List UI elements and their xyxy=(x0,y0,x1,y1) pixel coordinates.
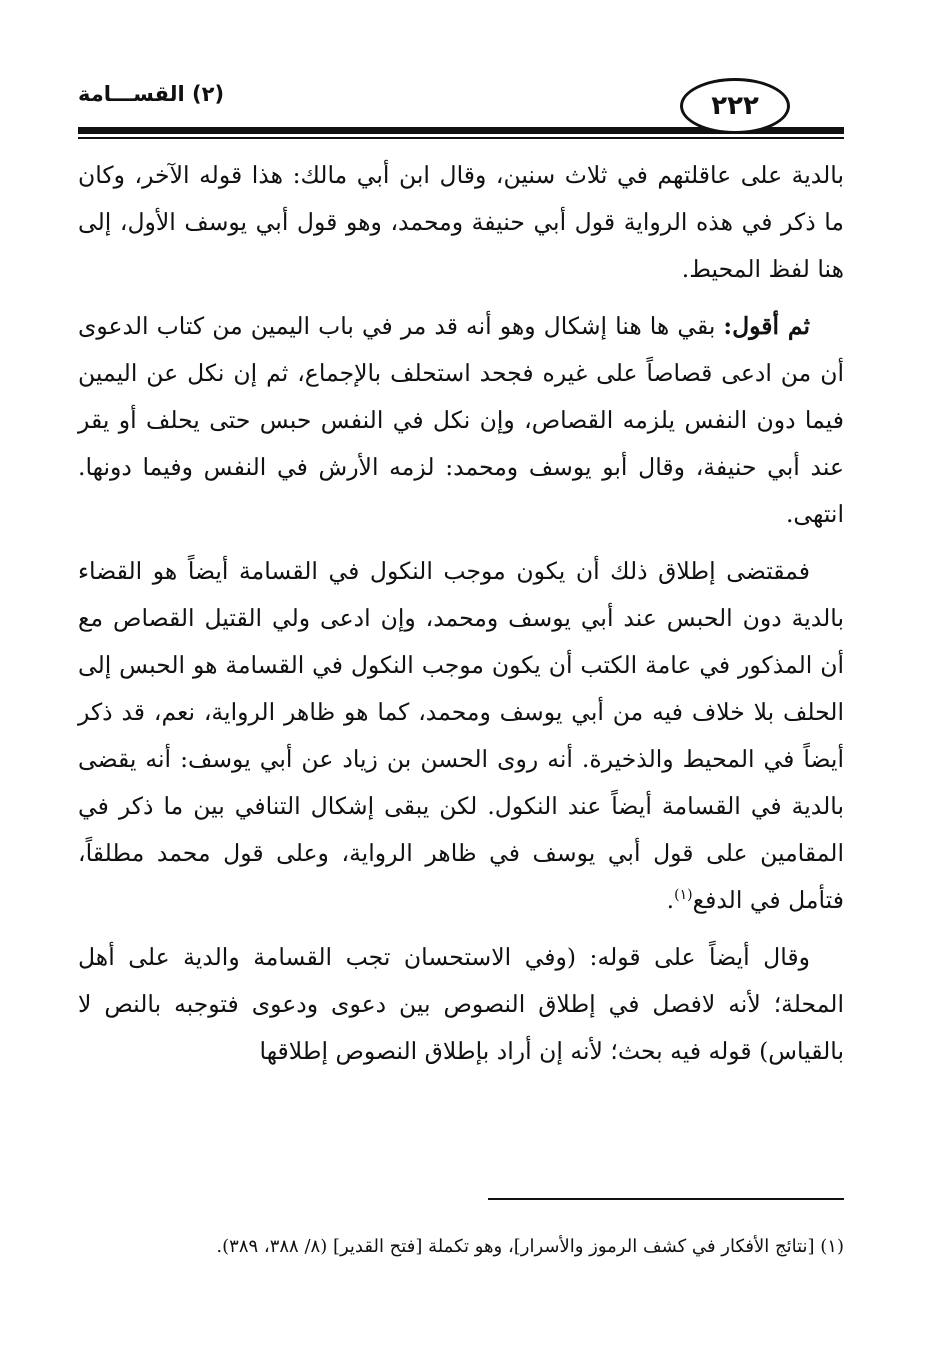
page-number: ٢٢٢ xyxy=(680,78,790,134)
running-title: (٢) القســـامة xyxy=(78,82,225,106)
main-text xyxy=(78,152,844,1085)
paragraph-2-text: بقي ها هنا إشكال وهو أنه قد مر في باب اليمين من كتاب الدعوى أن من ادعى قصاصاً على غيره فجحد استحلف بالإجماع، ثم إن نكل عن اليمين فيما دون النفس يلزمه القصاص، وإن نكل في النفس حبس حتى يحلف أو يقر عند أبي حنيفة، وقال أبو يوسف ومحمد: لزمه الأرش في النفس وفيما دونها. انتهى. xyxy=(78,312,844,528)
paragraph-3 xyxy=(78,548,844,924)
header-rule-thin xyxy=(78,137,844,139)
paragraph-1: بالدية على عاقلتهم في ثلاث سنين، وقال ابن أبي مالك: هذا قوله الآخر، وكان ما ذكر في هذه الرواية قول أبي حنيفة ومحمد، وهو قول أبي يوسف الأول، إلى هنا لفظ المحيط. xyxy=(78,161,844,283)
paragraph-3-end: . xyxy=(666,886,675,914)
footnote-reference: (١) xyxy=(674,887,693,904)
footnote: (١) [نتائج الأفكار في كشف الرموز والأسرار]، وهو تكملة [فتح القدير] (٨/ ٣٨٨، ٣٨٩). xyxy=(216,1236,844,1257)
footnote-separator xyxy=(488,1198,844,1200)
paragraph-2-lead: ثم أقول: xyxy=(723,312,811,340)
paragraph-4: وقال أيضاً على قوله: (وفي الاستحسان تجب القسامة والدية على أهل المحلة؛ لأنه لافصل في إطلاق النصوص بين دعوى ودعوى فتوجبه بالنص لا بالقياس) قوله فيه بحث؛ لأنه إن أراد بإطلاق النصوص إطلاقها xyxy=(78,943,844,1065)
paragraph-3-text: فمقتضى إطلاق ذلك أن يكون موجب النكول في القسامة أيضاً هو القضاء بالدية دون الحبس عند أبي يوسف ومحمد، وإن ادعى ولي القتيل القصاص مع أن المذكور في عامة الكتب أن يكون موجب النكول في القسامة هو الحبس إلى الحلف بلا خلاف فيه من أبي يوسف ومحمد، كما هو ظاهر الرواية، نعم، قد ذكر أيضاً في المحيط والذخيرة. أنه روى الحسن بن زياد عن أبي يوسف: أنه يقضى بالدية في القسامة أيضاً عند النكول. لكن يبقى إشكال التنافي بين ما ذكر في المقامين على قول أبي يوسف في ظاهر الرواية، وعلى قول محمد مطلقاً، فتأمل في الدفع xyxy=(78,557,844,914)
paragraph-2 xyxy=(78,303,844,538)
